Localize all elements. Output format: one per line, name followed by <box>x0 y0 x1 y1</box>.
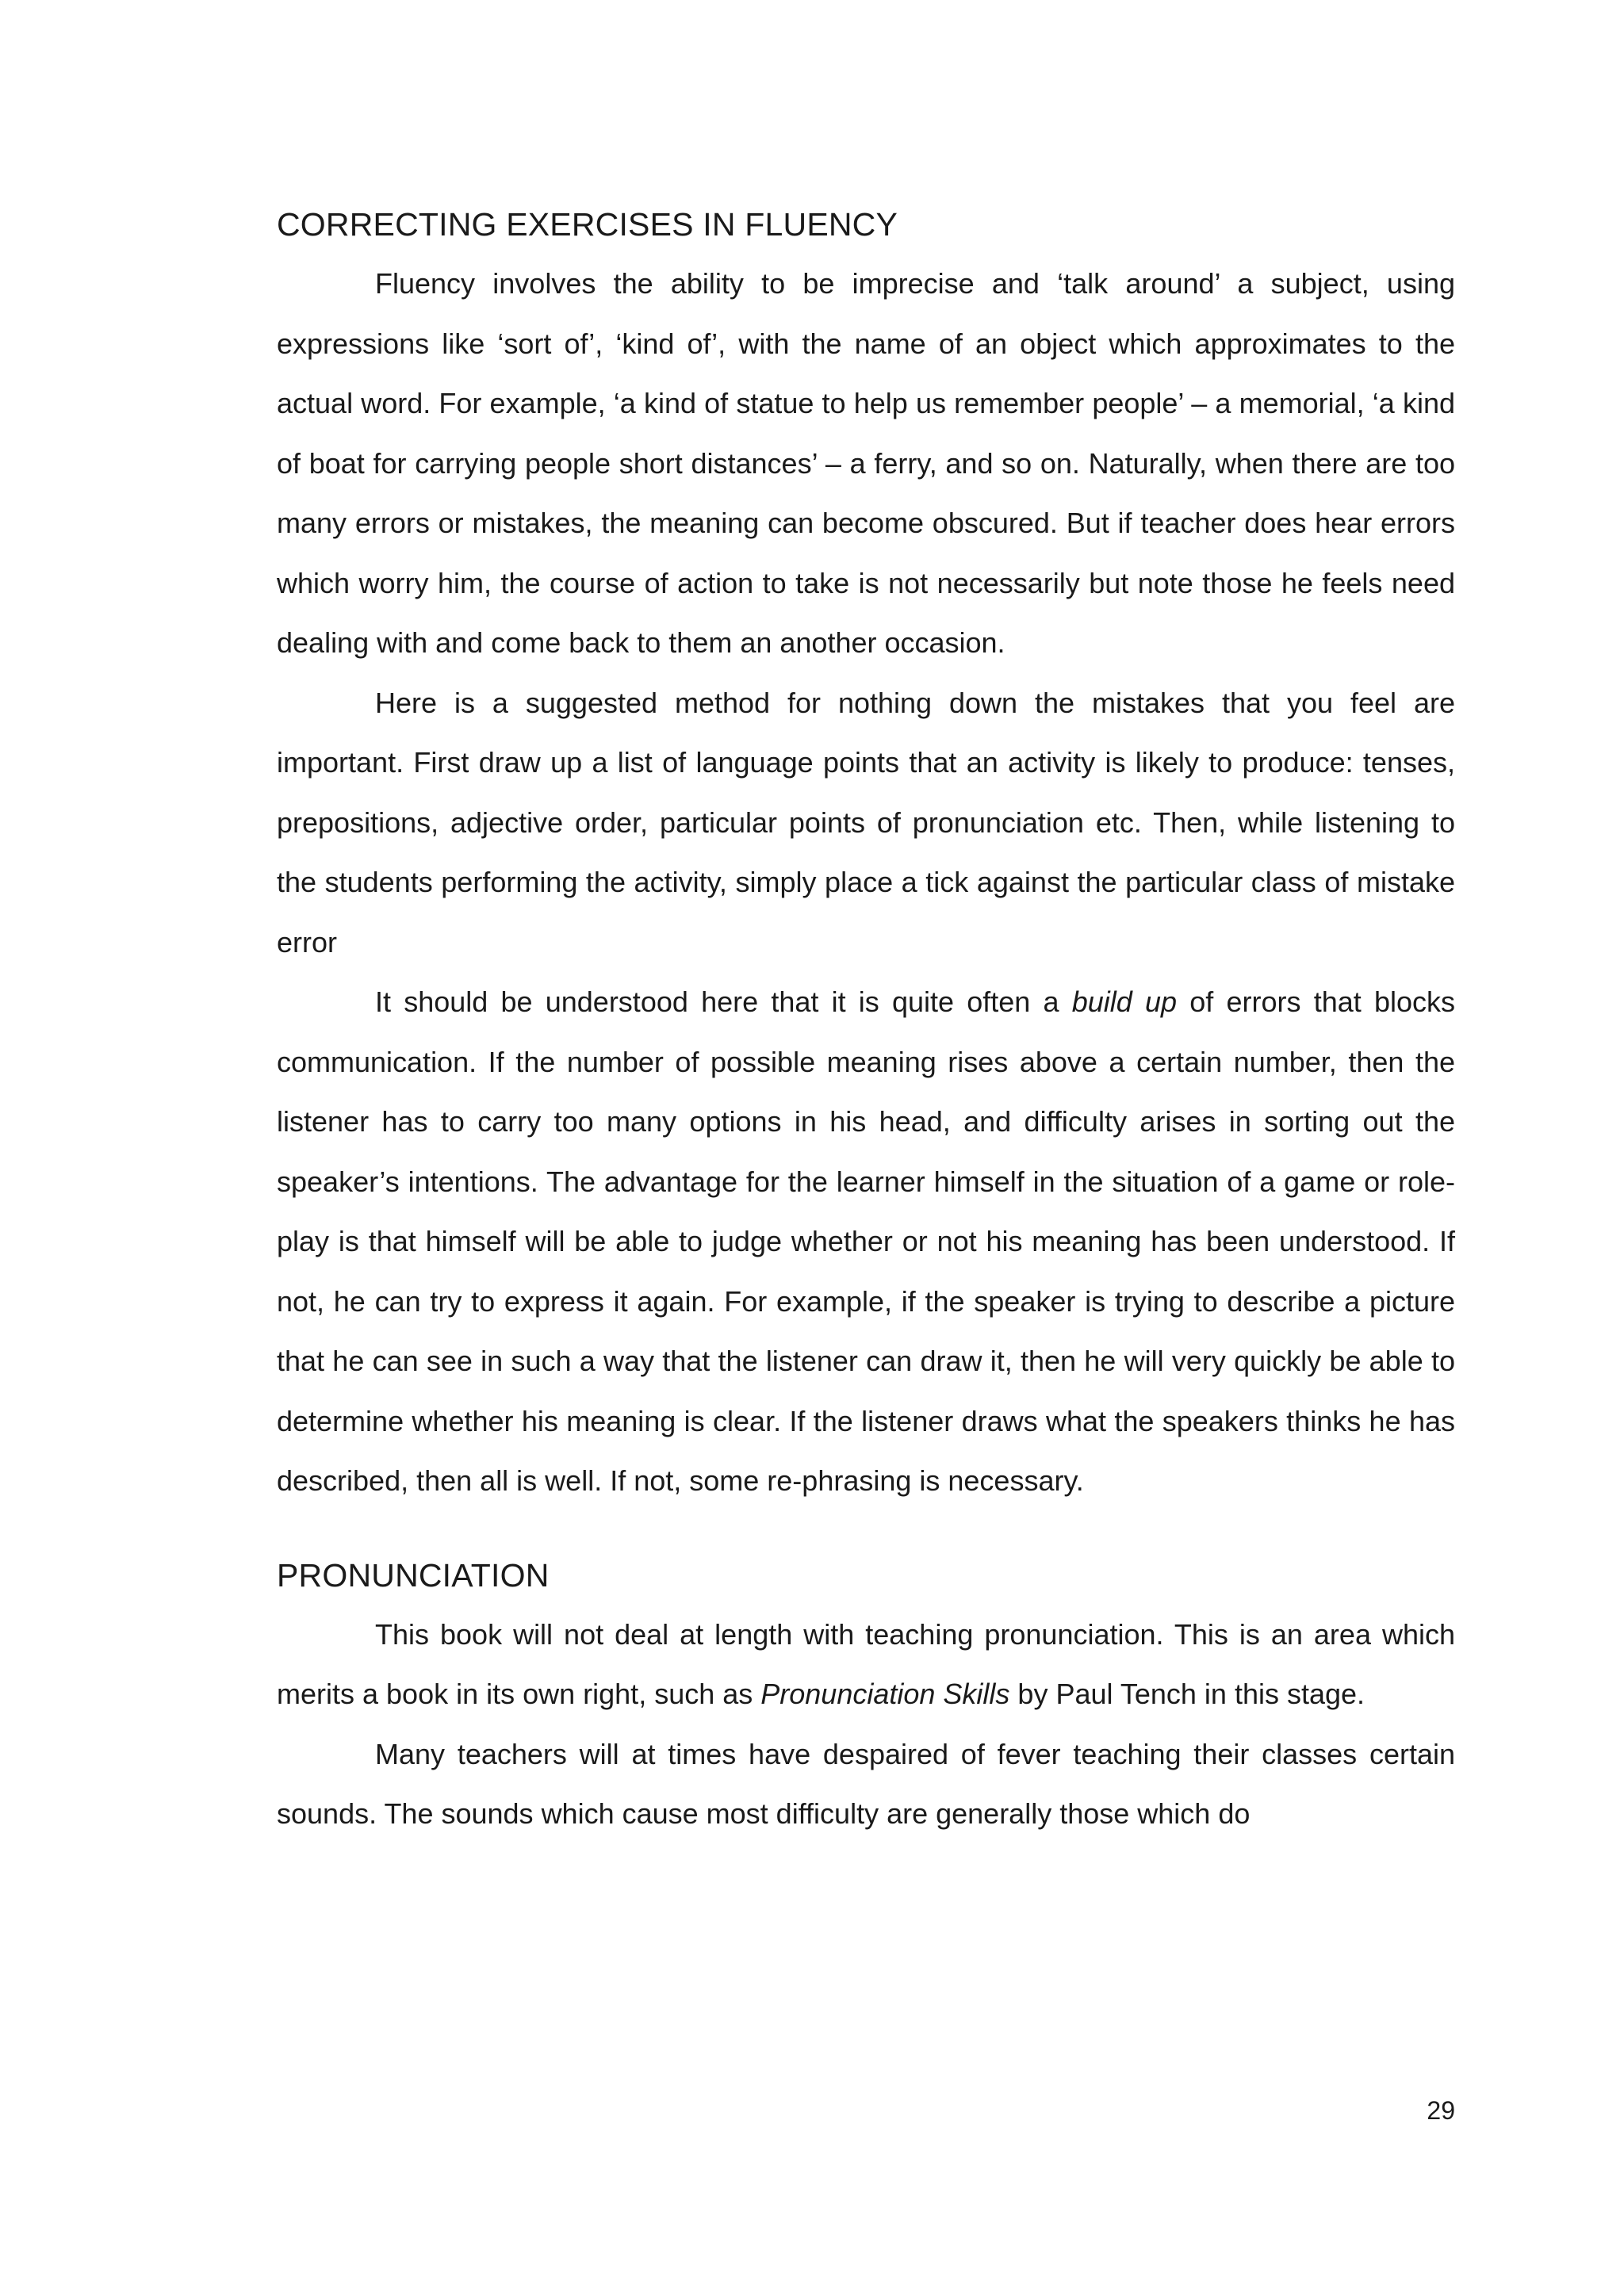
paragraph-text-segment: It should be understood here that it is quite often a <box>375 985 1072 1018</box>
book-title: Pronunciation Skills <box>760 1678 1010 1710</box>
section-heading-fluency: CORRECTING EXERCISES IN FLUENCY <box>277 206 898 243</box>
emphasized-phrase: build up <box>1071 985 1178 1018</box>
paragraph-text-segment: of errors that blocks communication. If the number of possible meaning rises above a certain number, then the listener has to carry too many options in his head, and difficulty arises in sorting out the speaker’s intentions. The advantage for the learner himself in the situation of a game or role-play is that himself will be able to judge whether or not his meaning has been understood. If not, he can try to express it again. For example, if the speaker is trying to describe a picture that he can see in such a way that the listener can draw it, then he will very quickly be able to determine whether his meaning is clear. If the listener draws what the speakers thinks he has described, then all is well. If not, some re-phrasing is necessary. <box>277 985 1455 1497</box>
paragraph-noting-mistakes: Here is a suggested method for nothing down the mistakes that you feel are important. First draw up a list of language points that an activity is likely to produce: tenses, prepositions, adjective order, particular points of pronunciation etc. Then, while listening to the students performing the activity, simply place a tick against the particular class of mistake error <box>277 686 1455 959</box>
paragraph-fluency-definition: Fluency involves the ability to be imprecise and ‘talk around’ a subject, using expressions like ‘sort of’, ‘kind of’, with the name of an object which approximates to the actual word. For example, ‘a kind of statue to help us remember people’ – a memorial, ‘a kind of boat for carrying people short distances’ – a ferry, and so on. Naturally, when there are too many errors or mistakes, the meaning can become obscured. But if teacher does hear errors which worry him, the course of action to take is not necessarily but note those he feels need dealing with and come back to them an another occasion. <box>277 267 1455 659</box>
page-number: 29 <box>1427 2096 1455 2125</box>
paragraph-text-segment: This book will not deal at length with teaching pronunciation. This is an area which merits a book in its own right, such as <box>277 1617 1455 1710</box>
paragraph-difficult-sounds: Many teachers will at times have despaired of fever teaching their classes certain sounds. The sounds which cause most difficulty are generally those which do <box>277 1737 1455 1830</box>
paragraph-pronunciation-intro <box>277 1605 1455 1724</box>
paragraph-build-up-errors <box>277 972 1455 1511</box>
page-content <box>277 200 1455 1844</box>
section-heading-pronunciation: PRONUNCIATION <box>277 1556 550 1594</box>
paragraph-text-segment: by Paul Tench in this stage. <box>1009 1678 1365 1710</box>
